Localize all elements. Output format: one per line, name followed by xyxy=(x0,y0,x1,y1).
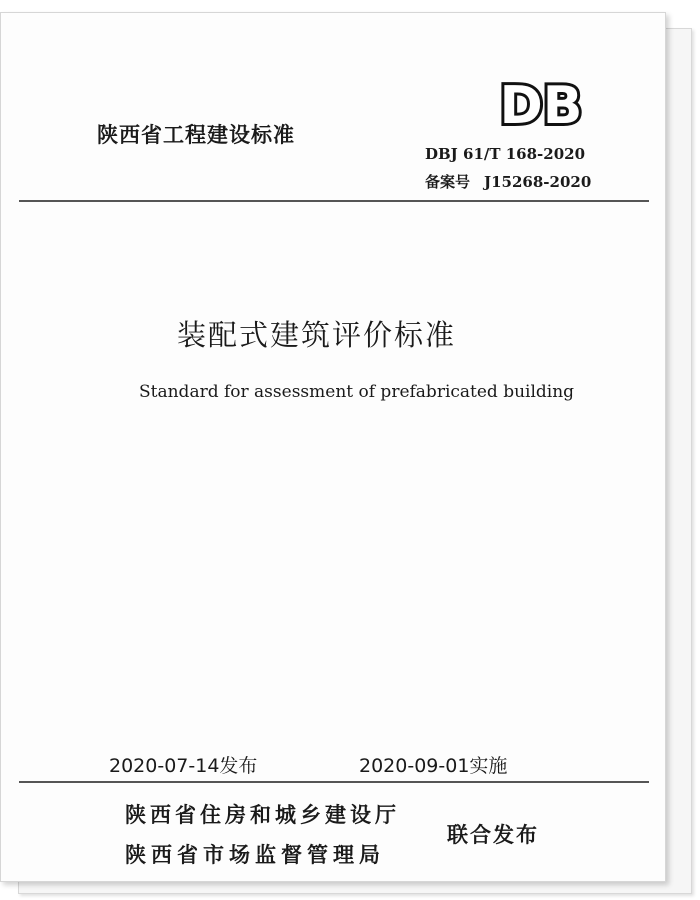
top-divider xyxy=(19,200,649,202)
issuing-authority-housing: 陕西省住房和城乡建设厅 xyxy=(125,803,400,827)
bottom-divider xyxy=(19,781,649,783)
db-logo-text: DB xyxy=(499,76,583,131)
issue-date: 2020-07-14发布 xyxy=(109,755,258,777)
document-title-cn: 装配式建筑评价标准 xyxy=(177,318,457,352)
filing-label: 备案号 xyxy=(425,173,471,191)
provincial-standard-label: 陕西省工程建设标准 xyxy=(97,123,295,147)
joint-issue-label: 联合发布 xyxy=(447,823,539,847)
document-cover xyxy=(0,12,666,882)
standard-number: DBJ 61/T 168-2020 xyxy=(425,145,586,163)
db-logo xyxy=(493,75,589,131)
issuing-authority-market: 陕西省市场监督管理局 xyxy=(125,843,385,867)
document-title-en: Standard for assessment of prefabricated building xyxy=(139,382,575,402)
effective-date: 2020-09-01实施 xyxy=(359,755,508,777)
filing-number-value: J15268-2020 xyxy=(484,173,592,191)
filing-number xyxy=(425,171,591,192)
